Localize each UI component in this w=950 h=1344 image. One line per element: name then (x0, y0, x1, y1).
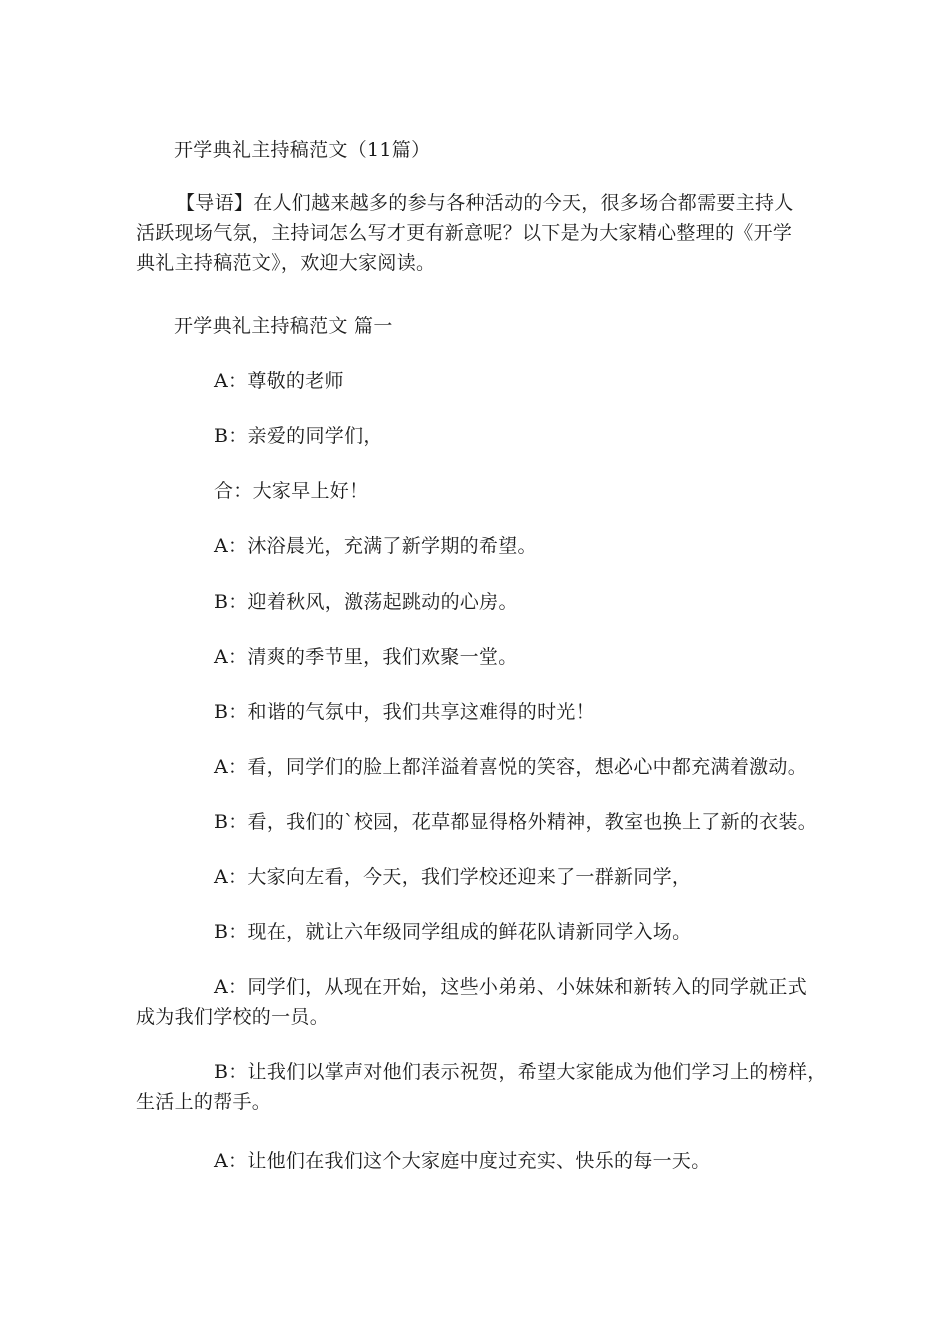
dialog-line: A：清爽的季节里，我们欢聚一堂。 (214, 646, 518, 668)
intro-paragraph: 【导语】在人们越来越多的参与各种活动的今天，很多场合都需要主持人活跃现场气氛，主持词怎么写才更有新意呢？以下是为大家精心整理的《开学典礼主持稿范文》，欢迎大家阅读。 (136, 192, 794, 274)
dialog-line: A：大家向左看，今天，我们学校还迎来了一群新同学， (214, 866, 692, 888)
dialog-line: B：迎着秋风，激荡起跳动的心房。 (214, 591, 518, 613)
dialog-line: B：亲爱的同学们， (214, 425, 383, 447)
dialog-line: B：看，我们的`校园，花草都显得格外精神，教室也换上了新的衣装。 (214, 811, 818, 833)
section-heading: 开学典礼主持稿范文 篇一 (174, 315, 393, 337)
dialog-line-wrapped-end: 成为我们学校的一员。 (136, 1006, 330, 1028)
dialog-line: B：现在，就让六年级同学组成的鲜花队请新同学入场。 (214, 921, 692, 943)
document-title: 开学典礼主持稿范文（11篇） (174, 139, 431, 161)
dialog-line-wrapped-start: A：同学们，从现在开始，这些小弟弟、小妹妹和新转入的同学就正式 (214, 976, 808, 998)
dialog-line-wrapped-end: 生活上的帮手。 (136, 1091, 272, 1113)
dialog-line: A：看，同学们的脸上都洋溢着喜悦的笑容，想必心中都充满着激动。 (214, 756, 808, 778)
dialog-line: 合：大家早上好！ (214, 480, 369, 502)
dialog-line-wrapped-start: B：让我们以掌声对他们表示祝贺，希望大家能成为他们学习上的榜样， (214, 1061, 827, 1083)
dialog-line: B：和谐的气氛中，我们共享这难得的时光！ (214, 701, 595, 723)
dialog-line: A：尊敬的老师 (214, 370, 344, 392)
dialog-line: A：沐浴晨光，充满了新学期的希望。 (214, 535, 537, 557)
dialog-line: A：让他们在我们这个大家庭中度过充实、快乐的每一天。 (214, 1150, 711, 1172)
